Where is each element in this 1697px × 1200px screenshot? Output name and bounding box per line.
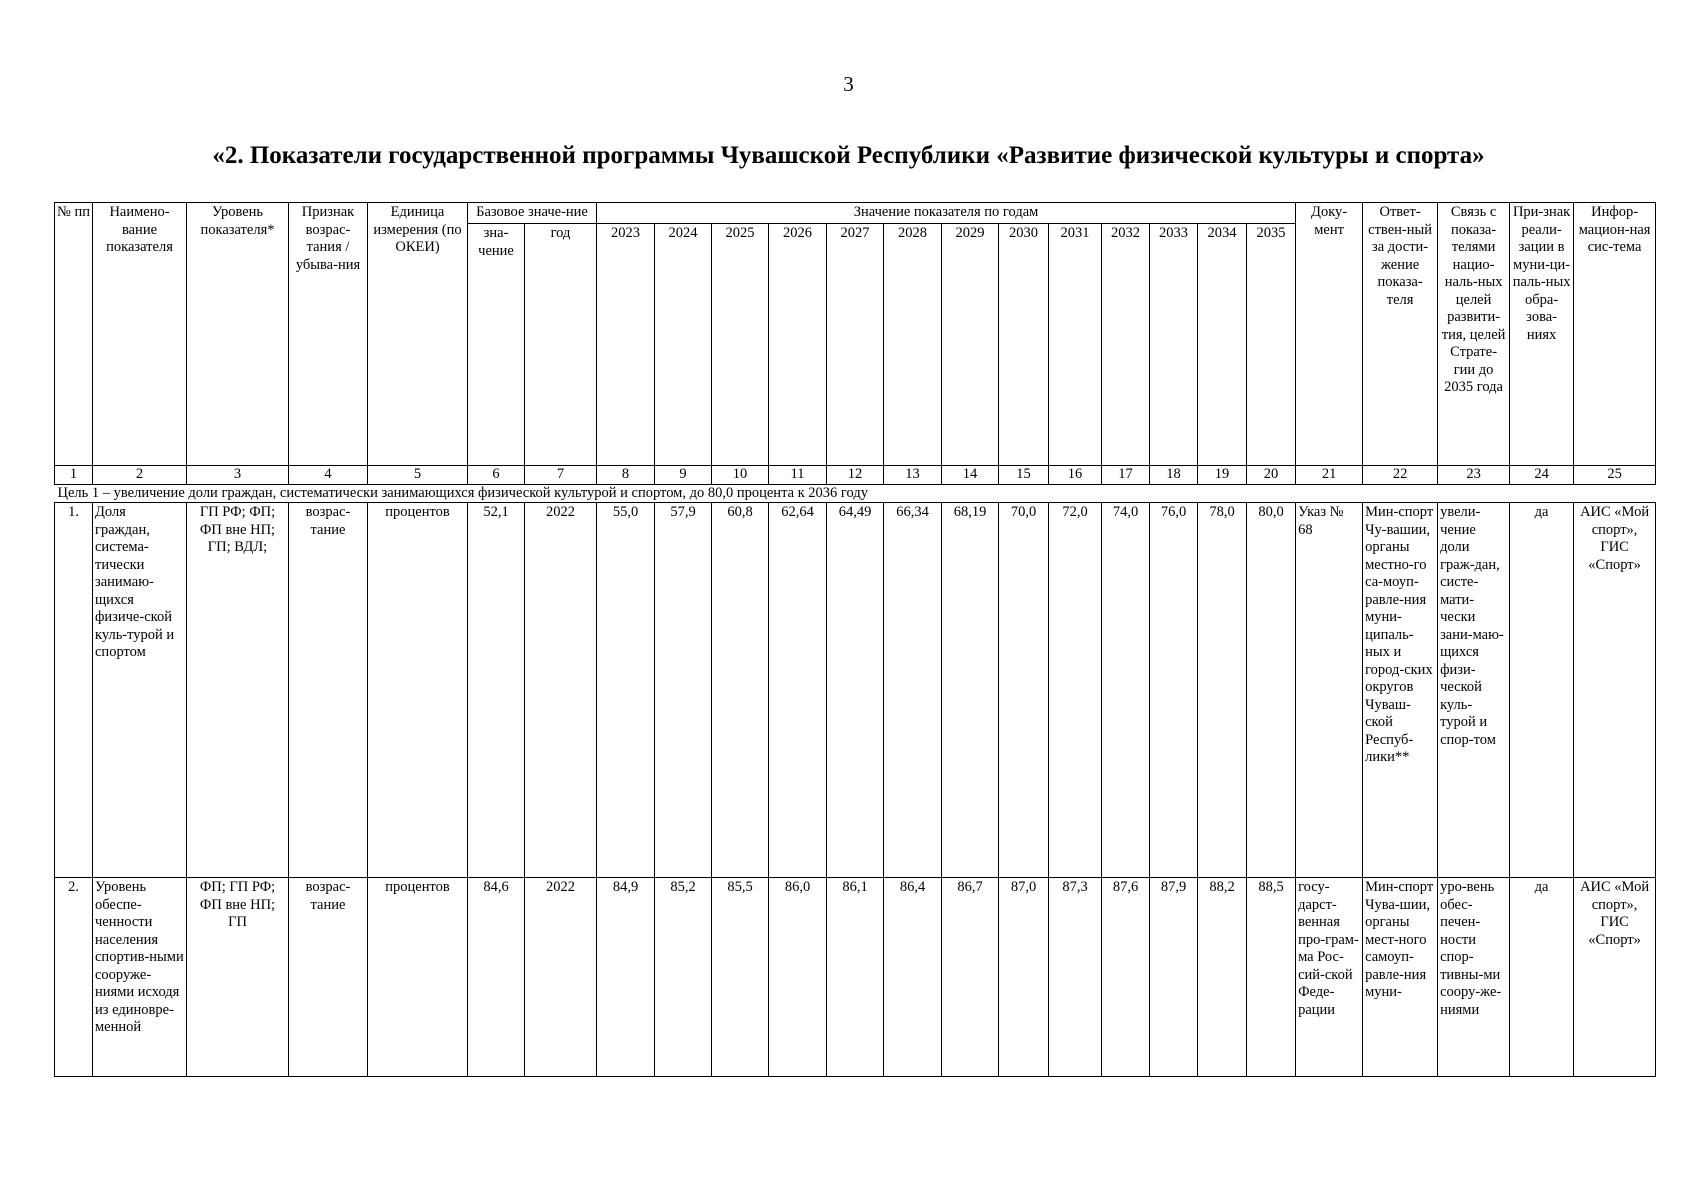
row-info: АИС «Мой спорт», ГИС «Спорт» [1574,503,1656,878]
row-value: 87,6 [1102,878,1150,1077]
row-trend: возрас-тание [289,503,368,878]
row-value: 70,0 [999,503,1049,878]
header-doc: Доку-мент [1296,203,1363,466]
row-value: 66,34 [884,503,942,878]
header-row [55,203,1656,224]
header-year: 2028 [884,224,942,466]
column-number: 10 [712,466,769,485]
column-number: 18 [1150,466,1198,485]
row-value: 72,0 [1049,503,1102,878]
column-number: 11 [769,466,827,485]
column-number: 16 [1049,466,1102,485]
column-number: 2 [93,466,187,485]
header-year: 2027 [827,224,884,466]
row-base-value: 84,6 [468,878,525,1077]
row-value: 86,1 [827,878,884,1077]
row-value: 78,0 [1198,503,1247,878]
column-number: 12 [827,466,884,485]
row-value: 88,5 [1247,878,1296,1077]
row-responsible: Мин-спорт Чу-вашии, органы местно-го са-моуп-равле-ния муни-ципаль-ных и город-ских округов Чуваш-ской Респуб-лики** [1363,503,1438,878]
column-number: 9 [655,466,712,485]
row-unit: процентов [368,878,468,1077]
column-number: 14 [942,466,999,485]
header-level: Уровень показателя* [187,203,289,466]
header-info: Инфор-мацион-ная сис-тема [1574,203,1656,466]
column-number: 24 [1510,466,1574,485]
row-value: 87,0 [999,878,1049,1077]
header-year: 2034 [1198,224,1247,466]
table-row [55,503,1656,878]
column-number: 4 [289,466,368,485]
row-doc: госу-дарст-венная про-грам-ма Рос-сий-ской Феде-рации [1296,878,1363,1077]
header-municipal: При-знак реали-зации в муни-ци-паль-ных обра-зова-ниях [1510,203,1574,466]
header-name: Наимено-вание показателя [93,203,187,466]
row-doc: Указ № 68 [1296,503,1363,878]
row-level: ФП; ГП РФ; ФП вне НП; ГП [187,878,289,1077]
row-name: Уровень обеспе-ченности населения спортив-ными сооруже-ниями исходя из единовре-менной [93,878,187,1077]
header-year: 2026 [769,224,827,466]
column-number: 6 [468,466,525,485]
row-value: 88,2 [1198,878,1247,1077]
row-value: 64,49 [827,503,884,878]
row-level: ГП РФ; ФП; ФП вне НП; ГП; ВДЛ; [187,503,289,878]
header-year: 2033 [1150,224,1198,466]
row-value: 55,0 [597,503,655,878]
header-year: 2025 [712,224,769,466]
column-number: 21 [1296,466,1363,485]
row-value: 76,0 [1150,503,1198,878]
page-title: «2. Показатели государственной программы Чувашской Республики «Развитие физической культуры и спорта» [212,142,1485,169]
column-number: 17 [1102,466,1150,485]
column-number: 8 [597,466,655,485]
row-value: 62,64 [769,503,827,878]
header-year: 2032 [1102,224,1150,466]
row-link: уро-вень обес-печен-ности спор-тивны-ми соору-же-ниями [1438,878,1510,1077]
header-year: 2035 [1247,224,1296,466]
header-responsible: Ответ-ствен-ный за дости-жение показа-теля [1363,203,1438,466]
page-number: 3 [843,72,854,96]
row-info: АИС «Мой спорт», ГИС «Спорт» [1574,878,1656,1077]
header-year: 2024 [655,224,712,466]
column-number: 22 [1363,466,1438,485]
column-number: 25 [1574,466,1656,485]
goal-row [55,484,1656,503]
row-num: 2. [55,878,93,1077]
row-value: 60,8 [712,503,769,878]
column-number: 19 [1198,466,1247,485]
goal-text: Цель 1 – увеличение доли граждан, систематически занимающихся физической культурой и спортом, до 80,0 процента к 2036 году [55,484,1656,503]
row-value: 86,4 [884,878,942,1077]
table-row [55,878,1656,1077]
header-base: Базовое значе-ние [468,203,597,224]
row-value: 68,19 [942,503,999,878]
row-municipal: да [1510,503,1574,878]
column-numbers-row [55,466,1656,485]
header-unit: Единица измерения (по ОКЕИ) [368,203,468,466]
row-value: 86,0 [769,878,827,1077]
header-year: 2030 [999,224,1049,466]
row-num: 1. [55,503,93,878]
indicators-table [54,202,1656,1077]
column-number: 15 [999,466,1049,485]
header-year: 2031 [1049,224,1102,466]
column-number: 20 [1247,466,1296,485]
header-num: № пп [55,203,93,466]
row-value: 85,2 [655,878,712,1077]
column-number: 5 [368,466,468,485]
row-value: 84,9 [597,878,655,1077]
row-base-year: 2022 [525,878,597,1077]
row-value: 57,9 [655,503,712,878]
row-value: 86,7 [942,878,999,1077]
row-value: 87,3 [1049,878,1102,1077]
header-years-group: Значение показателя по годам [597,203,1296,224]
column-number: 13 [884,466,942,485]
header-year: 2029 [942,224,999,466]
row-unit: процентов [368,503,468,878]
row-municipal: да [1510,878,1574,1077]
row-value: 80,0 [1247,503,1296,878]
row-link: увели-чение доли граж-дан, систе-мати-чески зани-маю-щихся физи-ческой куль-турой и спор-том [1438,503,1510,878]
row-value: 87,9 [1150,878,1198,1077]
header-link: Связь с показа-телями нацио-наль-ных целей развити-тия, целей Страте-гии до 2035 года [1438,203,1510,466]
row-base-year: 2022 [525,503,597,878]
header-base-year: год [525,224,597,466]
column-number: 7 [525,466,597,485]
row-trend: возрас-тание [289,878,368,1077]
header-base-value: зна-чение [468,224,525,466]
header-trend: Признак возрас-тания / убыва-ния [289,203,368,466]
row-value: 85,5 [712,878,769,1077]
row-name: Доля граждан, система-тически занимаю-щихся физиче-ской куль-турой и спортом [93,503,187,878]
column-number: 23 [1438,466,1510,485]
column-number: 1 [55,466,93,485]
row-value: 74,0 [1102,503,1150,878]
row-base-value: 52,1 [468,503,525,878]
column-number: 3 [187,466,289,485]
row-responsible: Мин-спорт Чува-шии, органы мест-ного самоуп-равле-ния муни- [1363,878,1438,1077]
header-year: 2023 [597,224,655,466]
